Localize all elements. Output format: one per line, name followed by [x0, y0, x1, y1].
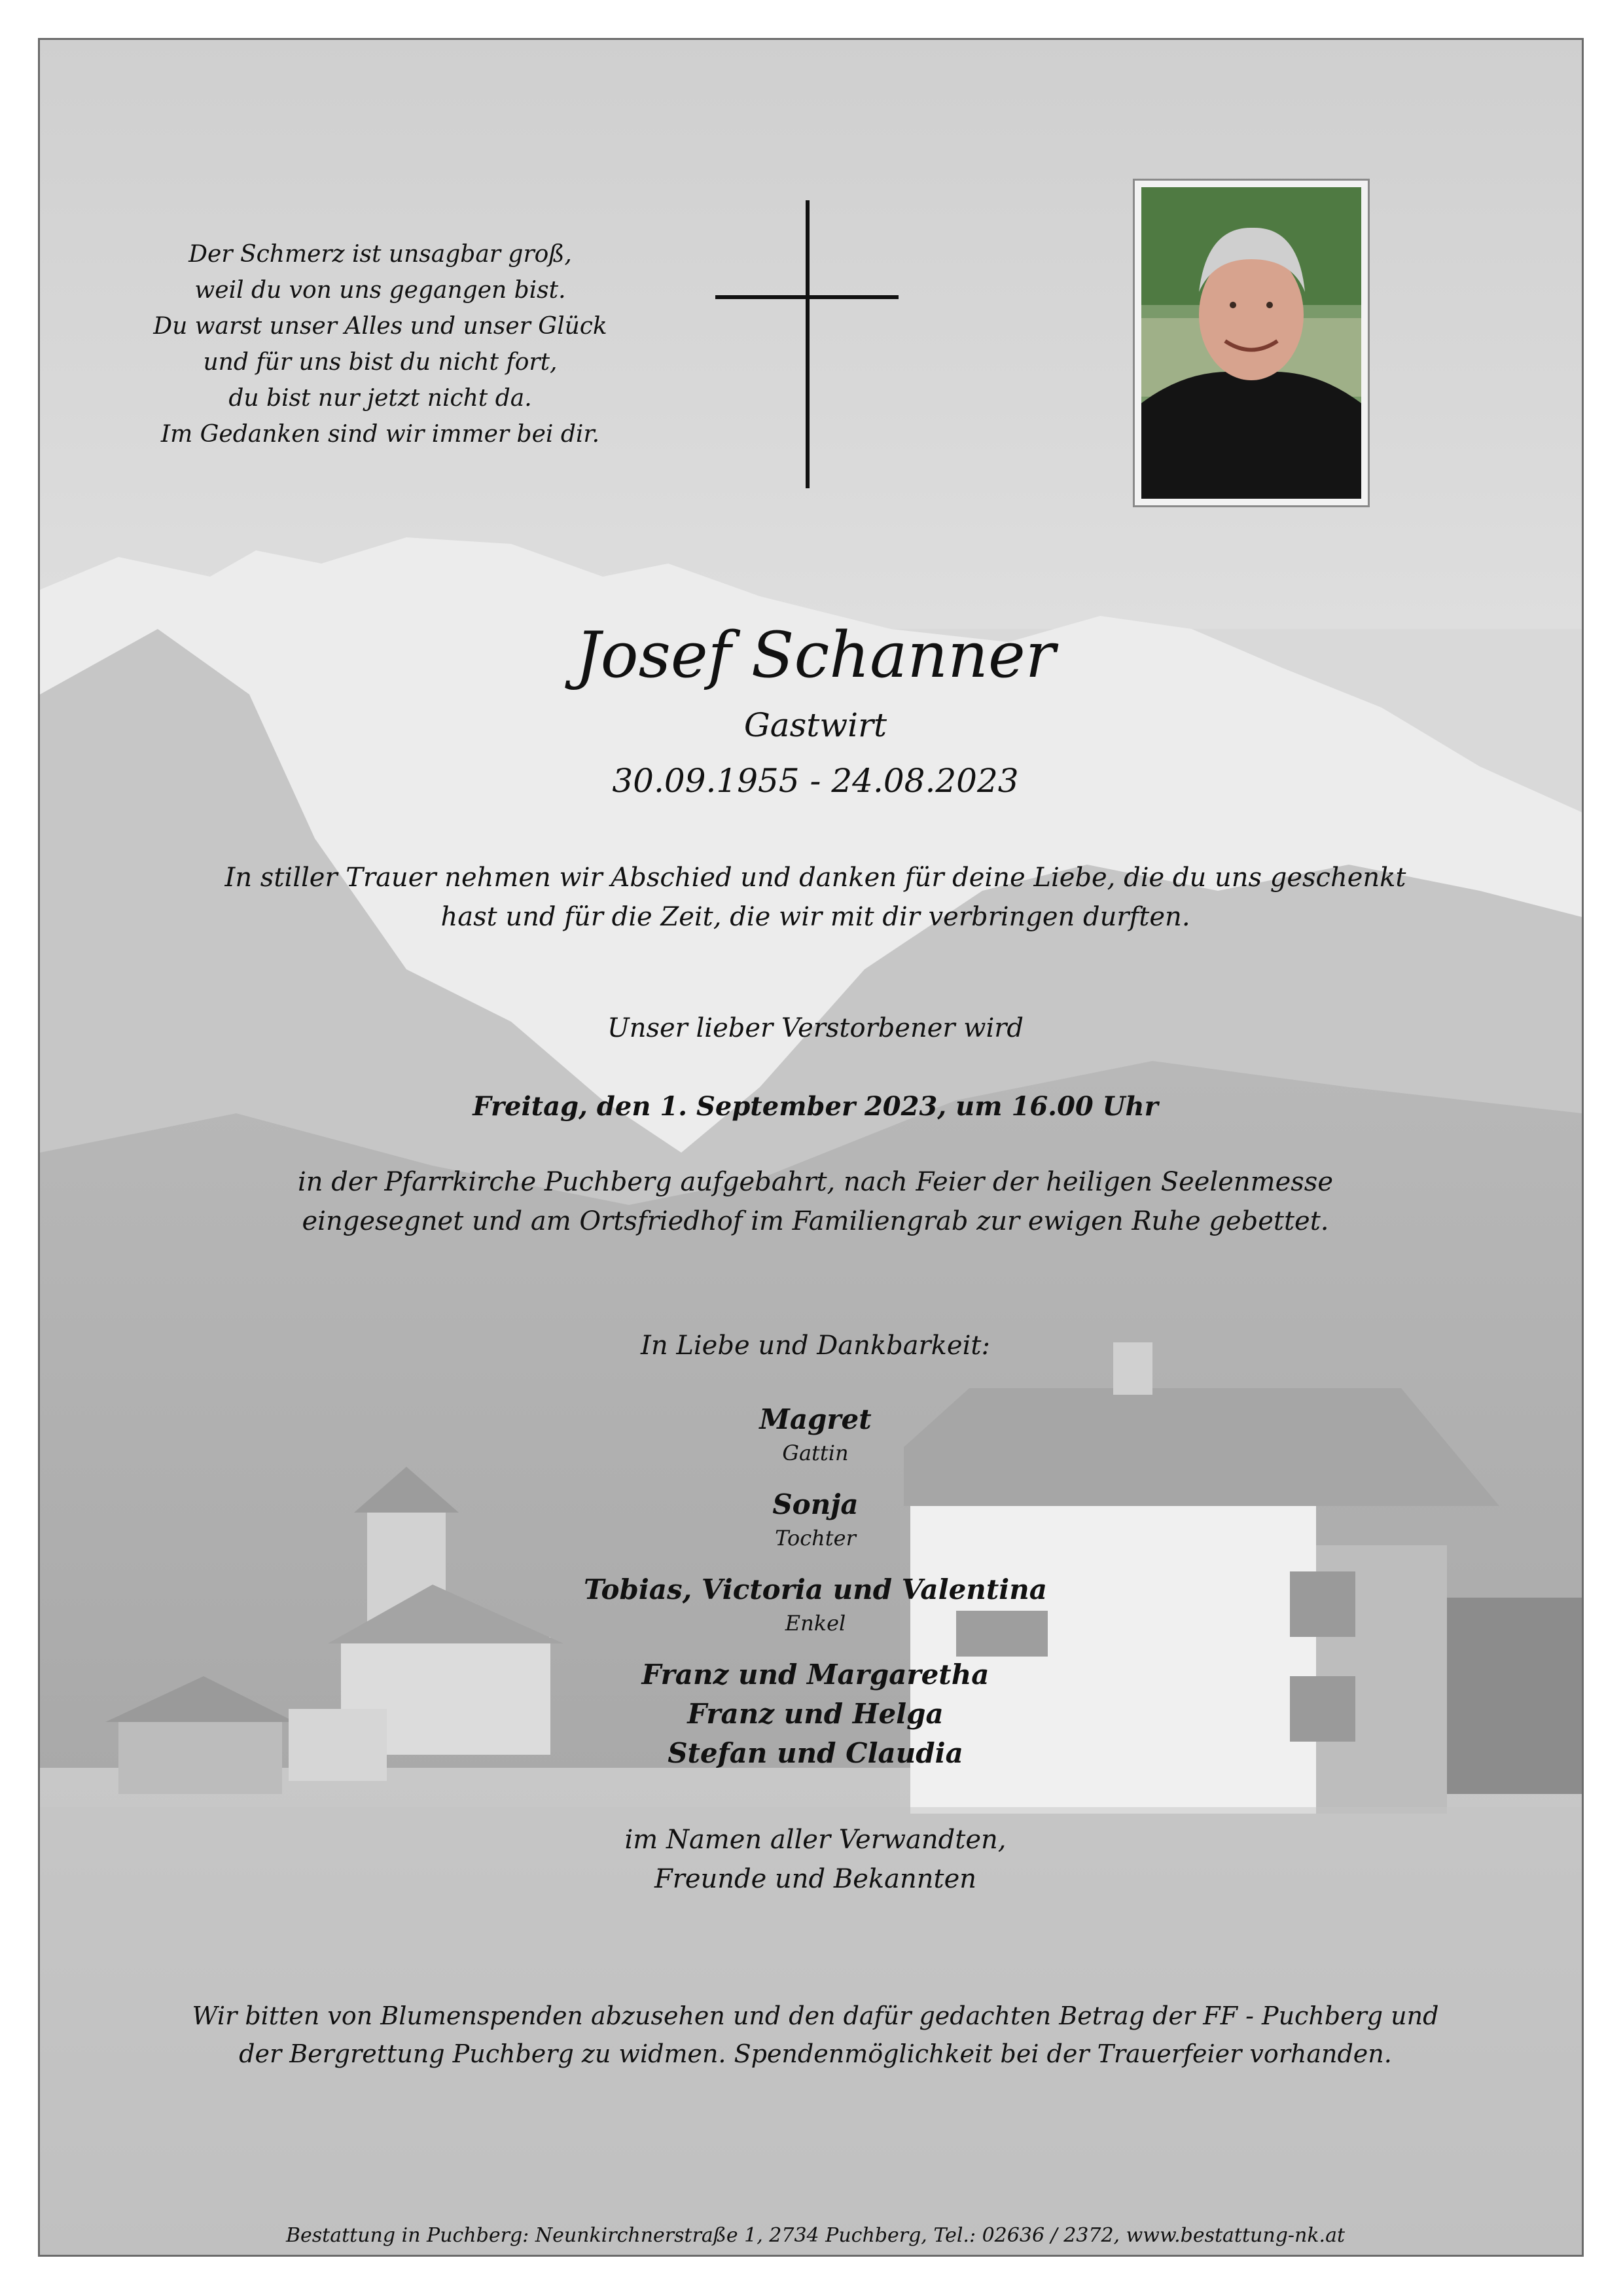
portrait-frame: [1133, 179, 1370, 507]
mourner-name: Tobias, Victoria und Valentina: [584, 1573, 1047, 1605]
deceased-name: Josef Schanner: [575, 619, 1056, 692]
mourner-name: Franz und Helga: [687, 1698, 944, 1730]
ceremony-line: in der Pfarrkirche Puchberg aufgebahrt, nach Feier der heiligen Seelenmesse: [298, 1167, 1333, 1197]
farewell-line: In stiller Trauer nehmen wir Abschied und danken für deine Liebe, die du uns geschenkt: [224, 863, 1406, 893]
ceremony-line: eingesegnet und am Ortsfriedhof im Familiengrab zur ewigen Ruhe gebettet.: [302, 1206, 1329, 1236]
mourner-role: Enkel: [785, 1611, 846, 1636]
mourner-role: Tochter: [775, 1526, 856, 1551]
gratitude-heading: In Liebe und Dankbarkeit:: [641, 1331, 990, 1361]
footer-contact: Bestattung in Puchberg: Neunkirchnerstraße 1, 2734 Puchberg, Tel.: 02636 / 2372, www.bestattung-nk.at: [285, 2224, 1346, 2247]
poem-line: weil du von uns gegangen bist.: [194, 277, 566, 304]
portrait-photo: [1141, 187, 1361, 499]
mourner-role: Gattin: [782, 1441, 849, 1465]
cross-icon-bar: [715, 295, 899, 299]
donation-note-line: Wir bitten von Blumenspenden abzusehen und den dafür gedachten Betrag der FF - Puchberg und: [192, 2001, 1439, 2030]
mourner-name: Sonja: [772, 1488, 859, 1520]
announcement-intro: Unser lieber Verstorbener wird: [607, 1013, 1024, 1043]
poem-line: Der Schmerz ist unsagbar groß,: [188, 241, 572, 268]
poem-line: Du warst unser Alles und unser Glück: [153, 313, 607, 340]
portrait-image: [1141, 187, 1361, 499]
farewell-line: hast und für die Zeit, die wir mit dir verbringen durften.: [440, 902, 1190, 932]
ceremony-details: [204, 1162, 1427, 1241]
poem: [132, 236, 629, 452]
obituary-page: [38, 38, 1584, 2257]
ceremony-date: Freitag, den 1. September 2023, um 16.00 Uhr: [473, 1091, 1158, 1122]
poem-line: und für uns bist du nicht fort,: [203, 349, 558, 376]
farewell-text: [204, 858, 1427, 937]
cross-icon: [806, 200, 810, 488]
poem-line: Im Gedanken sind wir immer bei dir.: [160, 421, 600, 448]
donation-note-line: der Bergrettung Puchberg zu widmen. Spendenmöglichkeit bei der Trauerfeier vorhanden.: [239, 2039, 1392, 2068]
mourner-name: Magret: [759, 1403, 872, 1435]
mourner-name: Stefan und Claudia: [668, 1737, 963, 1769]
closing-line: Freunde und Bekannten: [654, 1864, 977, 1894]
mourner-name: Franz und Margaretha: [641, 1659, 990, 1691]
deceased-occupation: Gastwirt: [743, 706, 887, 744]
closing-line: im Namen aller Verwandten,: [624, 1825, 1007, 1855]
poem-line: du bist nur jetzt nicht da.: [228, 385, 532, 412]
deceased-dates: 30.09.1955 - 24.08.2023: [612, 762, 1019, 800]
